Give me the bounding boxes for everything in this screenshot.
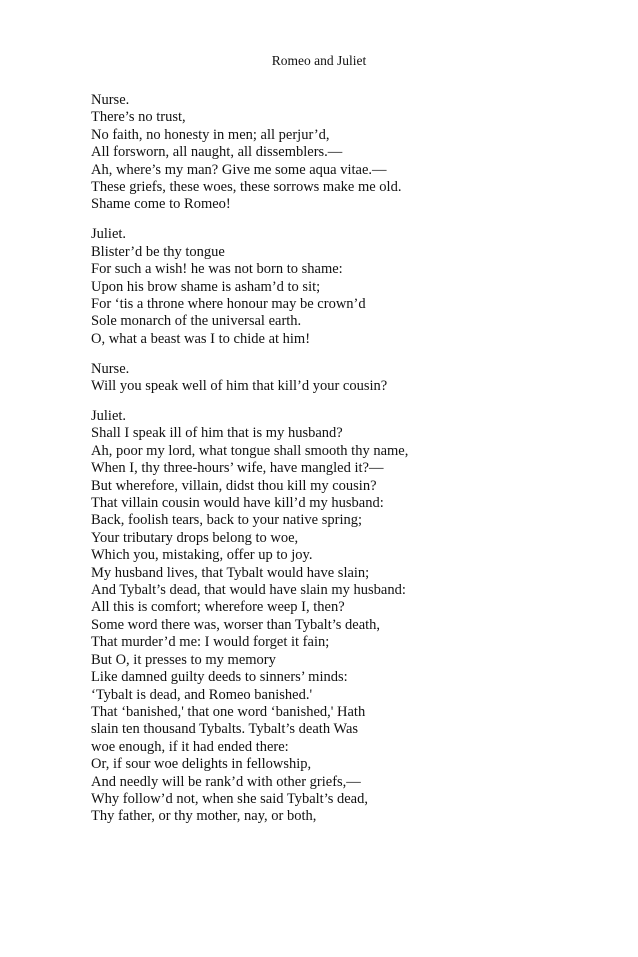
verse-line: That ‘banished,' that one word ‘banished,' Hath — [91, 703, 366, 720]
verse-line: No faith, no honesty in men; all perjur’d, — [91, 126, 330, 143]
verse-line: Shall I speak ill of him that is my husband? — [91, 425, 343, 442]
speech-block — [91, 408, 611, 826]
verse-line: That villain cousin would have kill’d my husband: — [91, 495, 384, 512]
verse-line: Shame come to Romeo! — [91, 196, 231, 213]
verse-line: slain ten thousand Tybalts. Tybalt’s death Was — [91, 721, 359, 738]
verse-line: Thy father, or thy mother, nay, or both, — [91, 808, 317, 825]
verse-line: For such a wish! he was not born to shame: — [91, 261, 343, 278]
verse-line: Ah, where’s my man? Give me some aqua vitae.— — [91, 161, 387, 178]
verse-line: Sole monarch of the universal earth. — [91, 313, 302, 330]
verse-line: Your tributary drops belong to woe, — [91, 529, 299, 546]
verse-line: Blister’d be thy tongue — [91, 243, 225, 260]
verse-line: Or, if sour woe delights in fellowship, — [91, 756, 312, 773]
verse-line: And needly will be rank’d with other griefs,— — [91, 773, 361, 790]
speaker-name: Juliet. — [91, 408, 127, 424]
speaker-name: Juliet. — [91, 226, 127, 243]
verse-line: Some word there was, worser than Tybalt’s death, — [91, 616, 381, 633]
speaker-name: Nurse. — [91, 360, 130, 377]
speaker-name: Nurse. — [91, 92, 130, 108]
verse-line: All forsworn, all naught, all dissemblers.— — [91, 144, 343, 161]
verse-line: Which you, mistaking, offer up to joy. — [91, 547, 313, 564]
speech-block — [91, 361, 611, 396]
verse-line: For ‘tis a throne where honour may be crown’d — [91, 295, 366, 312]
verse-line: That murder’d me: I would forget it fain; — [91, 634, 330, 651]
verse-line: woe enough, if it had ended there: — [91, 738, 289, 755]
verse-line: These griefs, these woes, these sorrows make me old. — [91, 179, 402, 196]
verse-line: Back, foolish tears, back to your native spring; — [91, 512, 363, 529]
verse-line: Ah, poor my lord, what tongue shall smooth thy name, — [91, 442, 409, 459]
speech-block — [91, 92, 611, 214]
speech-block — [91, 226, 611, 348]
verse-line: Upon his brow shame is asham’d to sit; — [91, 278, 321, 295]
verse-line: And Tybalt’s dead, that would have slain my husband: — [91, 582, 406, 599]
page-header-title: Romeo and Juliet — [271, 53, 367, 68]
play-text — [91, 92, 611, 838]
verse-line: My husband lives, that Tybalt would have slain; — [91, 564, 370, 581]
verse-line: O, what a beast was I to chide at him! — [91, 330, 311, 347]
verse-line: But wherefore, villain, didst thou kill my cousin? — [91, 477, 377, 494]
verse-line: There’s no trust, — [91, 109, 186, 126]
verse-line: ‘Tybalt is dead, and Romeo banished.' — [91, 686, 313, 703]
verse-line: When I, thy three-hours’ wife, have mangled it?— — [91, 460, 384, 477]
verse-line: Like damned guilty deeds to sinners’ minds: — [91, 669, 348, 686]
verse-line: All this is comfort; wherefore weep I, then? — [91, 599, 345, 616]
verse-line: Why follow’d not, when she said Tybalt’s dead, — [91, 790, 368, 807]
verse-line: Will you speak well of him that kill’d your cousin? — [91, 378, 388, 395]
verse-line: But O, it presses to my memory — [91, 651, 276, 668]
